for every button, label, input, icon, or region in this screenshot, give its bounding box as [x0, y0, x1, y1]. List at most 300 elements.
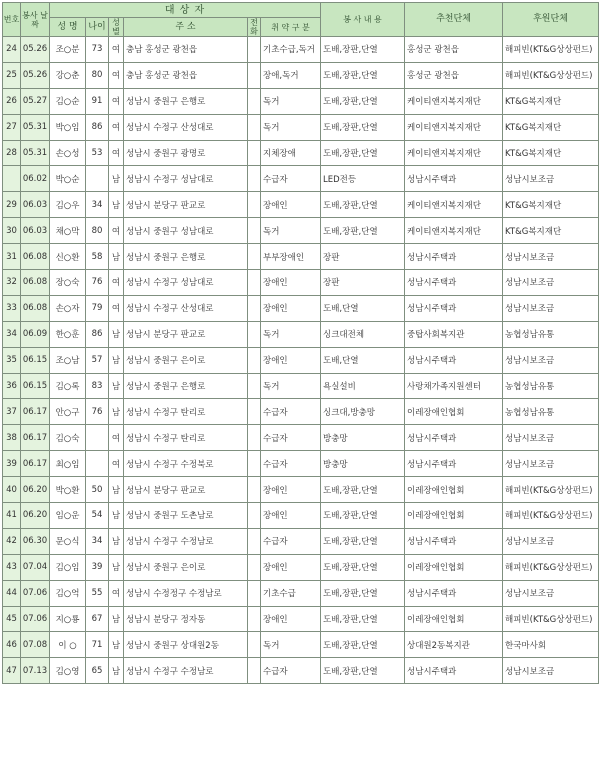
row-age: [86, 425, 109, 451]
row-gender: 남: [109, 554, 124, 580]
row-sponsor: 성남시보조금: [503, 451, 599, 477]
row-date: 05.31: [21, 140, 50, 166]
row-name: 손○성: [50, 140, 86, 166]
row-name: 김○숙: [50, 425, 86, 451]
row-recommender: 성남시주택과: [405, 347, 503, 373]
row-gender: 여: [109, 114, 124, 140]
row-recommender: 케이티앤지복지재단: [405, 114, 503, 140]
row-number: 45: [3, 606, 21, 632]
row-age: 80: [86, 62, 109, 88]
row-date: 05.26: [21, 62, 50, 88]
row-phone: [248, 62, 261, 88]
table-row: [3, 88, 599, 114]
row-category: 수급자: [261, 425, 321, 451]
row-phone: [248, 528, 261, 554]
row-name: 조○남: [50, 347, 86, 373]
row-sponsor: 성남시보조금: [503, 658, 599, 684]
row-number: 44: [3, 580, 21, 606]
table-row: [3, 244, 599, 270]
row-category: 장애인: [261, 295, 321, 321]
row-recommender: 이레장애인협회: [405, 477, 503, 503]
row-recommender: 홍성군 광천읍: [405, 62, 503, 88]
header-date: 봉사 날짜: [21, 3, 50, 37]
row-date: 07.13: [21, 658, 50, 684]
row-date: 07.04: [21, 554, 50, 580]
row-phone: [248, 451, 261, 477]
row-address: 성남시 분당구 판교로: [124, 192, 248, 218]
row-number: 36: [3, 373, 21, 399]
row-number: [3, 166, 21, 192]
row-name: 박○환: [50, 477, 86, 503]
row-gender: 여: [109, 140, 124, 166]
row-number: 27: [3, 114, 21, 140]
table-header: [3, 3, 599, 37]
table-row: [3, 503, 599, 529]
row-gender: 남: [109, 632, 124, 658]
row-address: 성남시 수정구 수정북로: [124, 451, 248, 477]
row-phone: [248, 632, 261, 658]
row-date: 06.08: [21, 244, 50, 270]
row-service: 도배,단열: [321, 295, 405, 321]
row-number: 33: [3, 295, 21, 321]
row-service: 장판: [321, 270, 405, 296]
row-phone: [248, 218, 261, 244]
row-category: 부부장애인: [261, 244, 321, 270]
row-gender: 남: [109, 399, 124, 425]
header-sponsor: 후원단체: [503, 3, 599, 37]
row-sponsor: 성남시보조금: [503, 425, 599, 451]
row-phone: [248, 270, 261, 296]
row-recommender: 이레장애인협회: [405, 606, 503, 632]
row-recommender: 성남시주택과: [405, 451, 503, 477]
header-address: 주 소: [124, 18, 248, 37]
table-row: [3, 477, 599, 503]
row-age: 76: [86, 270, 109, 296]
row-service: 싱크대전체: [321, 321, 405, 347]
row-category: 기초수급: [261, 580, 321, 606]
row-sponsor: 해피빈(KT&G상상펀드): [503, 62, 599, 88]
row-recommender: 성남시주택과: [405, 166, 503, 192]
row-number: 25: [3, 62, 21, 88]
table-row: [3, 606, 599, 632]
row-category: 지체장애: [261, 140, 321, 166]
row-service: 도배,장판,단열: [321, 140, 405, 166]
row-sponsor: 농협성남유통: [503, 373, 599, 399]
row-phone: [248, 192, 261, 218]
row-category: 독거: [261, 321, 321, 347]
row-service: 방충망: [321, 425, 405, 451]
row-recommender: 성남시주택과: [405, 295, 503, 321]
row-sponsor: KT&G복지재단: [503, 140, 599, 166]
row-recommender: 상대원2동복지관: [405, 632, 503, 658]
row-gender: 남: [109, 321, 124, 347]
row-age: [86, 451, 109, 477]
row-category: 수급자: [261, 166, 321, 192]
row-phone: [248, 244, 261, 270]
row-name: 김○우: [50, 192, 86, 218]
row-category: 장애인: [261, 477, 321, 503]
row-date: 06.03: [21, 218, 50, 244]
row-address: 성남시 중원구 은행로: [124, 373, 248, 399]
row-number: 32: [3, 270, 21, 296]
table-row: [3, 166, 599, 192]
row-address: 성남시 중원구 성남대로: [124, 218, 248, 244]
table-row: [3, 425, 599, 451]
row-service: 도배,장판,단열: [321, 192, 405, 218]
row-date: 07.06: [21, 606, 50, 632]
row-date: 06.15: [21, 347, 50, 373]
row-name: 김○영: [50, 658, 86, 684]
row-date: 06.20: [21, 477, 50, 503]
row-phone: [248, 295, 261, 321]
row-phone: [248, 580, 261, 606]
row-service: 도배,단열: [321, 347, 405, 373]
table-row: [3, 62, 599, 88]
row-number: 42: [3, 528, 21, 554]
row-number: 40: [3, 477, 21, 503]
row-date: 06.03: [21, 192, 50, 218]
table-row: [3, 192, 599, 218]
row-category: 장애인: [261, 554, 321, 580]
row-gender: 남: [109, 166, 124, 192]
row-date: 06.02: [21, 166, 50, 192]
row-gender: 남: [109, 528, 124, 554]
row-sponsor: KT&G복지재단: [503, 192, 599, 218]
row-date: 07.06: [21, 580, 50, 606]
row-gender: 여: [109, 451, 124, 477]
row-date: 06.17: [21, 425, 50, 451]
row-address: 성남시 수정구 수정남로: [124, 528, 248, 554]
row-name: 지○룡: [50, 606, 86, 632]
row-category: 독거: [261, 114, 321, 140]
row-phone: [248, 37, 261, 63]
row-recommender: 이레장애인협회: [405, 399, 503, 425]
row-sponsor: 성남시보조금: [503, 244, 599, 270]
row-category: 독거: [261, 373, 321, 399]
row-sponsor: 성남시보조금: [503, 347, 599, 373]
row-service: 방충망: [321, 451, 405, 477]
table-row: [3, 554, 599, 580]
row-age: 54: [86, 503, 109, 529]
row-name: 손○자: [50, 295, 86, 321]
row-gender: 남: [109, 606, 124, 632]
row-age: 39: [86, 554, 109, 580]
row-recommender: 성남시주택과: [405, 658, 503, 684]
header-category: 취 약 구 분: [261, 18, 321, 37]
row-date: 06.09: [21, 321, 50, 347]
table-row: [3, 632, 599, 658]
header-age: 나이: [86, 18, 109, 37]
row-age: 65: [86, 658, 109, 684]
row-number: 41: [3, 503, 21, 529]
row-age: 76: [86, 399, 109, 425]
row-sponsor: 성남시보조금: [503, 295, 599, 321]
row-date: 06.08: [21, 295, 50, 321]
row-date: 07.08: [21, 632, 50, 658]
table-row: [3, 295, 599, 321]
row-name: 최○임: [50, 451, 86, 477]
row-recommender: 케이티앤지복지재단: [405, 218, 503, 244]
row-name: 조○분: [50, 37, 86, 63]
row-recommender: 중탑사회복지관: [405, 321, 503, 347]
table-row: [3, 321, 599, 347]
row-date: 06.17: [21, 451, 50, 477]
header-no: 번호: [3, 3, 21, 37]
row-name: 장○숙: [50, 270, 86, 296]
row-service: 도배,장판,단열: [321, 62, 405, 88]
row-sponsor: 성남시보조금: [503, 166, 599, 192]
row-sponsor: 해피빈(KT&G상상펀드): [503, 37, 599, 63]
row-phone: [248, 425, 261, 451]
row-phone: [248, 347, 261, 373]
row-number: 38: [3, 425, 21, 451]
row-name: 문○식: [50, 528, 86, 554]
volunteer-table: [2, 2, 599, 684]
row-service: 도배,장판,단열: [321, 88, 405, 114]
row-age: 53: [86, 140, 109, 166]
row-sponsor: 해피빈(KT&G상상펀드): [503, 503, 599, 529]
row-gender: 남: [109, 477, 124, 503]
row-address: 성남시 중원구 은이로: [124, 347, 248, 373]
row-recommender: 케이티앤지복지재단: [405, 192, 503, 218]
row-service: 도배,장판,단열: [321, 658, 405, 684]
row-age: 73: [86, 37, 109, 63]
row-service: 도배,장판,단열: [321, 218, 405, 244]
row-category: 독거: [261, 632, 321, 658]
row-address: 성남시 분당구 정자동: [124, 606, 248, 632]
row-sponsor: KT&G복지재단: [503, 114, 599, 140]
row-gender: 여: [109, 218, 124, 244]
table-body: [3, 37, 599, 684]
row-age: 50: [86, 477, 109, 503]
row-category: 수급자: [261, 528, 321, 554]
table-row: [3, 270, 599, 296]
row-number: 28: [3, 140, 21, 166]
row-gender: 남: [109, 503, 124, 529]
row-name: 김○임: [50, 554, 86, 580]
row-phone: [248, 321, 261, 347]
row-name: 김○억: [50, 580, 86, 606]
row-age: 83: [86, 373, 109, 399]
row-gender: 여: [109, 88, 124, 114]
row-service: 장판: [321, 244, 405, 270]
row-service: 도배,장판,단열: [321, 554, 405, 580]
row-sponsor: 농협성남유통: [503, 399, 599, 425]
row-age: 55: [86, 580, 109, 606]
table-row: [3, 114, 599, 140]
row-gender: 남: [109, 658, 124, 684]
row-number: 34: [3, 321, 21, 347]
header-gender: 성별: [109, 18, 124, 37]
row-date: 05.27: [21, 88, 50, 114]
row-address: 성남시 수정구 탄리로: [124, 399, 248, 425]
row-sponsor: 성남시보조금: [503, 580, 599, 606]
row-address: 성남시 분당구 판교로: [124, 477, 248, 503]
row-name: 임○운: [50, 503, 86, 529]
row-date: 05.26: [21, 37, 50, 63]
row-sponsor: 성남시보조금: [503, 528, 599, 554]
row-age: 58: [86, 244, 109, 270]
row-gender: 여: [109, 580, 124, 606]
row-service: 도배,장판,단열: [321, 606, 405, 632]
row-category: 장애인: [261, 270, 321, 296]
row-name: 박○임: [50, 114, 86, 140]
row-age: 67: [86, 606, 109, 632]
row-gender: 여: [109, 62, 124, 88]
row-sponsor: 해피빈(KT&G상상펀드): [503, 554, 599, 580]
row-category: 장애인: [261, 192, 321, 218]
header-service: 봉 사 내 용: [321, 3, 405, 37]
row-gender: 여: [109, 295, 124, 321]
row-address: 성남시 중원구 은이로: [124, 554, 248, 580]
table-row: [3, 580, 599, 606]
row-number: 37: [3, 399, 21, 425]
row-address: 성남시 중원구 은행로: [124, 88, 248, 114]
row-age: 71: [86, 632, 109, 658]
row-number: 26: [3, 88, 21, 114]
row-address: 성남시 중원구 도촌남로: [124, 503, 248, 529]
row-phone: [248, 658, 261, 684]
row-name: 강○춘: [50, 62, 86, 88]
header-target-group: 대 상 자: [50, 3, 321, 18]
row-recommender: 이레장애인협회: [405, 554, 503, 580]
row-recommender: 홍성군 광천읍: [405, 37, 503, 63]
row-sponsor: 해피빈(KT&G상상펀드): [503, 606, 599, 632]
row-category: 독거: [261, 218, 321, 244]
header-name: 성 명: [50, 18, 86, 37]
row-phone: [248, 477, 261, 503]
row-address: 성남시 수정구 탄리로: [124, 425, 248, 451]
row-service: LED전등: [321, 166, 405, 192]
volunteer-record-sheet: [2, 2, 598, 684]
row-age: 86: [86, 114, 109, 140]
row-name: 한○훈: [50, 321, 86, 347]
row-number: 43: [3, 554, 21, 580]
row-recommender: 케이티앤지복지재단: [405, 140, 503, 166]
row-service: 도배,장판,단열: [321, 580, 405, 606]
table-row: [3, 140, 599, 166]
row-phone: [248, 373, 261, 399]
row-phone: [248, 503, 261, 529]
row-category: 장애인: [261, 606, 321, 632]
row-address: 성남시 수정구 성남대로: [124, 166, 248, 192]
row-gender: 여: [109, 37, 124, 63]
row-phone: [248, 166, 261, 192]
table-row: [3, 658, 599, 684]
row-name: 채○막: [50, 218, 86, 244]
row-number: 24: [3, 37, 21, 63]
row-age: 57: [86, 347, 109, 373]
row-address: 성남시 중원구 상대원2동: [124, 632, 248, 658]
row-service: 도배,장판,단열: [321, 503, 405, 529]
row-phone: [248, 399, 261, 425]
row-category: 수급자: [261, 399, 321, 425]
row-date: 06.17: [21, 399, 50, 425]
row-phone: [248, 606, 261, 632]
table-row: [3, 218, 599, 244]
row-number: 31: [3, 244, 21, 270]
row-sponsor: 성남시보조금: [503, 270, 599, 296]
row-category: 장애인: [261, 503, 321, 529]
row-age: 91: [86, 88, 109, 114]
row-service: 도배,장판,단열: [321, 37, 405, 63]
row-phone: [248, 554, 261, 580]
row-category: 수급자: [261, 658, 321, 684]
row-number: 29: [3, 192, 21, 218]
table-row: [3, 347, 599, 373]
row-service: 싱크대,방충망: [321, 399, 405, 425]
row-sponsor: 해피빈(KT&G상상펀드): [503, 477, 599, 503]
row-age: [86, 166, 109, 192]
row-sponsor: 한국마사회: [503, 632, 599, 658]
row-recommender: 성남시주택과: [405, 580, 503, 606]
row-address: 성남시 수정구 성남대로: [124, 270, 248, 296]
row-gender: 여: [109, 425, 124, 451]
row-age: 86: [86, 321, 109, 347]
row-age: 79: [86, 295, 109, 321]
row-name: 이 ○: [50, 632, 86, 658]
row-number: 35: [3, 347, 21, 373]
row-number: 47: [3, 658, 21, 684]
row-service: 도배,장판,단열: [321, 528, 405, 554]
row-number: 46: [3, 632, 21, 658]
row-date: 06.30: [21, 528, 50, 554]
row-age: 34: [86, 192, 109, 218]
row-name: 안○구: [50, 399, 86, 425]
row-sponsor: KT&G복지재단: [503, 218, 599, 244]
row-address: 성남시 중원구 광명로: [124, 140, 248, 166]
row-address: 성남시 분당구 판교로: [124, 321, 248, 347]
row-phone: [248, 88, 261, 114]
row-category: 수급자: [261, 451, 321, 477]
header-phone: 전화: [248, 18, 261, 37]
row-gender: 남: [109, 244, 124, 270]
row-age: 34: [86, 528, 109, 554]
row-gender: 여: [109, 270, 124, 296]
row-sponsor: 농협성남유통: [503, 321, 599, 347]
row-name: 신○환: [50, 244, 86, 270]
row-category: 장애인: [261, 347, 321, 373]
row-gender: 남: [109, 192, 124, 218]
table-row: [3, 373, 599, 399]
header-recommender: 추천단체: [405, 3, 503, 37]
row-address: 성남시 수정구 산성대로: [124, 295, 248, 321]
row-sponsor: KT&G복지재단: [503, 88, 599, 114]
row-date: 06.08: [21, 270, 50, 296]
table-row: [3, 528, 599, 554]
row-service: 욕실설비: [321, 373, 405, 399]
row-address: 충남 홍성군 광천읍: [124, 62, 248, 88]
row-service: 도배,장판,단열: [321, 114, 405, 140]
row-service: 도배,장판,단열: [321, 477, 405, 503]
row-gender: 남: [109, 347, 124, 373]
row-recommender: 성남시주택과: [405, 528, 503, 554]
row-name: 박○순: [50, 166, 86, 192]
row-gender: 남: [109, 373, 124, 399]
row-phone: [248, 114, 261, 140]
row-phone: [248, 140, 261, 166]
table-row: [3, 451, 599, 477]
row-number: 39: [3, 451, 21, 477]
row-address: 성남시 수정정구 수정남로: [124, 580, 248, 606]
row-address: 성남시 수정구 수정남로: [124, 658, 248, 684]
row-category: 독거: [261, 88, 321, 114]
row-address: 성남시 중원구 은행로: [124, 244, 248, 270]
row-date: 05.31: [21, 114, 50, 140]
row-date: 06.15: [21, 373, 50, 399]
row-date: 06.20: [21, 503, 50, 529]
table-row: [3, 37, 599, 63]
